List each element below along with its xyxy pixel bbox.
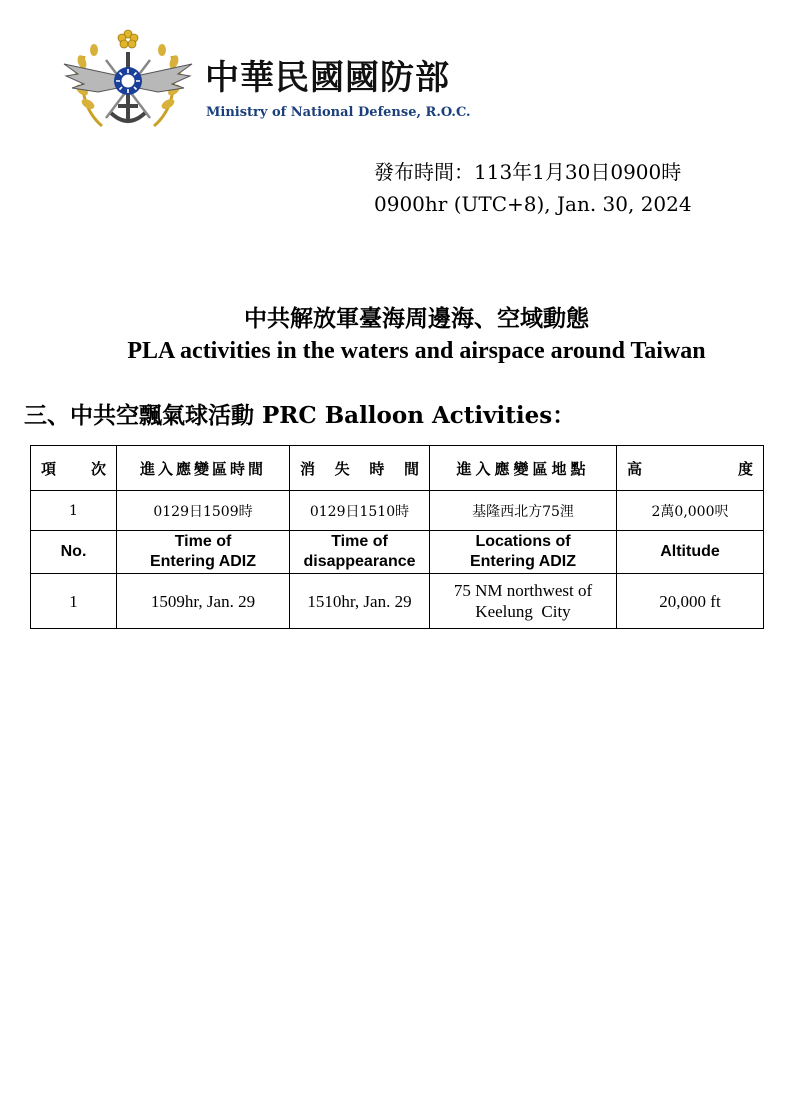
header-no-zh: 項 次 xyxy=(31,446,117,491)
header-time-enter-en: Time of Entering ADIZ xyxy=(117,531,290,574)
release-time-zh: 發布時間：113年1月30日0900時 xyxy=(374,160,682,184)
release-time xyxy=(374,156,692,220)
table-header-en xyxy=(31,531,764,574)
header-time-disappear-en: Time of disappearance xyxy=(290,531,430,574)
table-header-zh xyxy=(31,446,764,491)
header-no-en: No. xyxy=(31,531,117,574)
cell-no: 1 xyxy=(31,491,117,531)
table-row xyxy=(31,491,764,531)
cell-time-disappear: 0129日1510時 xyxy=(290,491,430,531)
balloon-activities-table xyxy=(30,445,764,629)
ministry-emblem-icon xyxy=(58,26,198,138)
header-altitude-zh: 高 度 xyxy=(617,446,764,491)
table-row xyxy=(31,574,764,629)
header-time-disappear-zh: 消 失 時 間 xyxy=(290,446,430,491)
ministry-name-en: Ministry of National Defense, R.O.C. xyxy=(206,105,471,120)
cell-time-enter: 1509hr, Jan. 29 xyxy=(117,574,290,629)
cell-no: 1 xyxy=(31,574,117,629)
cell-altitude: 2萬0,000呎 xyxy=(617,491,764,531)
page-title-en: PLA activities in the waters and airspace around Taiwan xyxy=(127,338,706,364)
header-altitude-en: Altitude xyxy=(617,531,764,574)
header-location-en: Locations of Entering ADIZ xyxy=(430,531,617,574)
cell-altitude: 20,000 ft xyxy=(617,574,764,629)
cell-time-disappear: 1510hr, Jan. 29 xyxy=(290,574,430,629)
cell-time-enter: 0129日1509時 xyxy=(117,491,290,531)
ministry-name-zh: 中華民國國防部 xyxy=(205,58,450,98)
release-time-en: 0900hr (UTC+8), Jan. 30, 2024 xyxy=(374,192,692,216)
cell-location: 75 NM northwest of Keelung City xyxy=(430,574,617,629)
header-time-enter-zh: 進入應變區時間 xyxy=(117,446,290,491)
section-heading: 三、中共空飄氣球活動 PRC Balloon Activities： xyxy=(24,402,576,429)
cell-location: 基隆西北方75浬 xyxy=(430,491,617,531)
header-location-zh: 進入應變區地點 xyxy=(430,446,617,491)
page-title-zh: 中共解放軍臺海周邊海、空域動態 xyxy=(244,305,589,332)
